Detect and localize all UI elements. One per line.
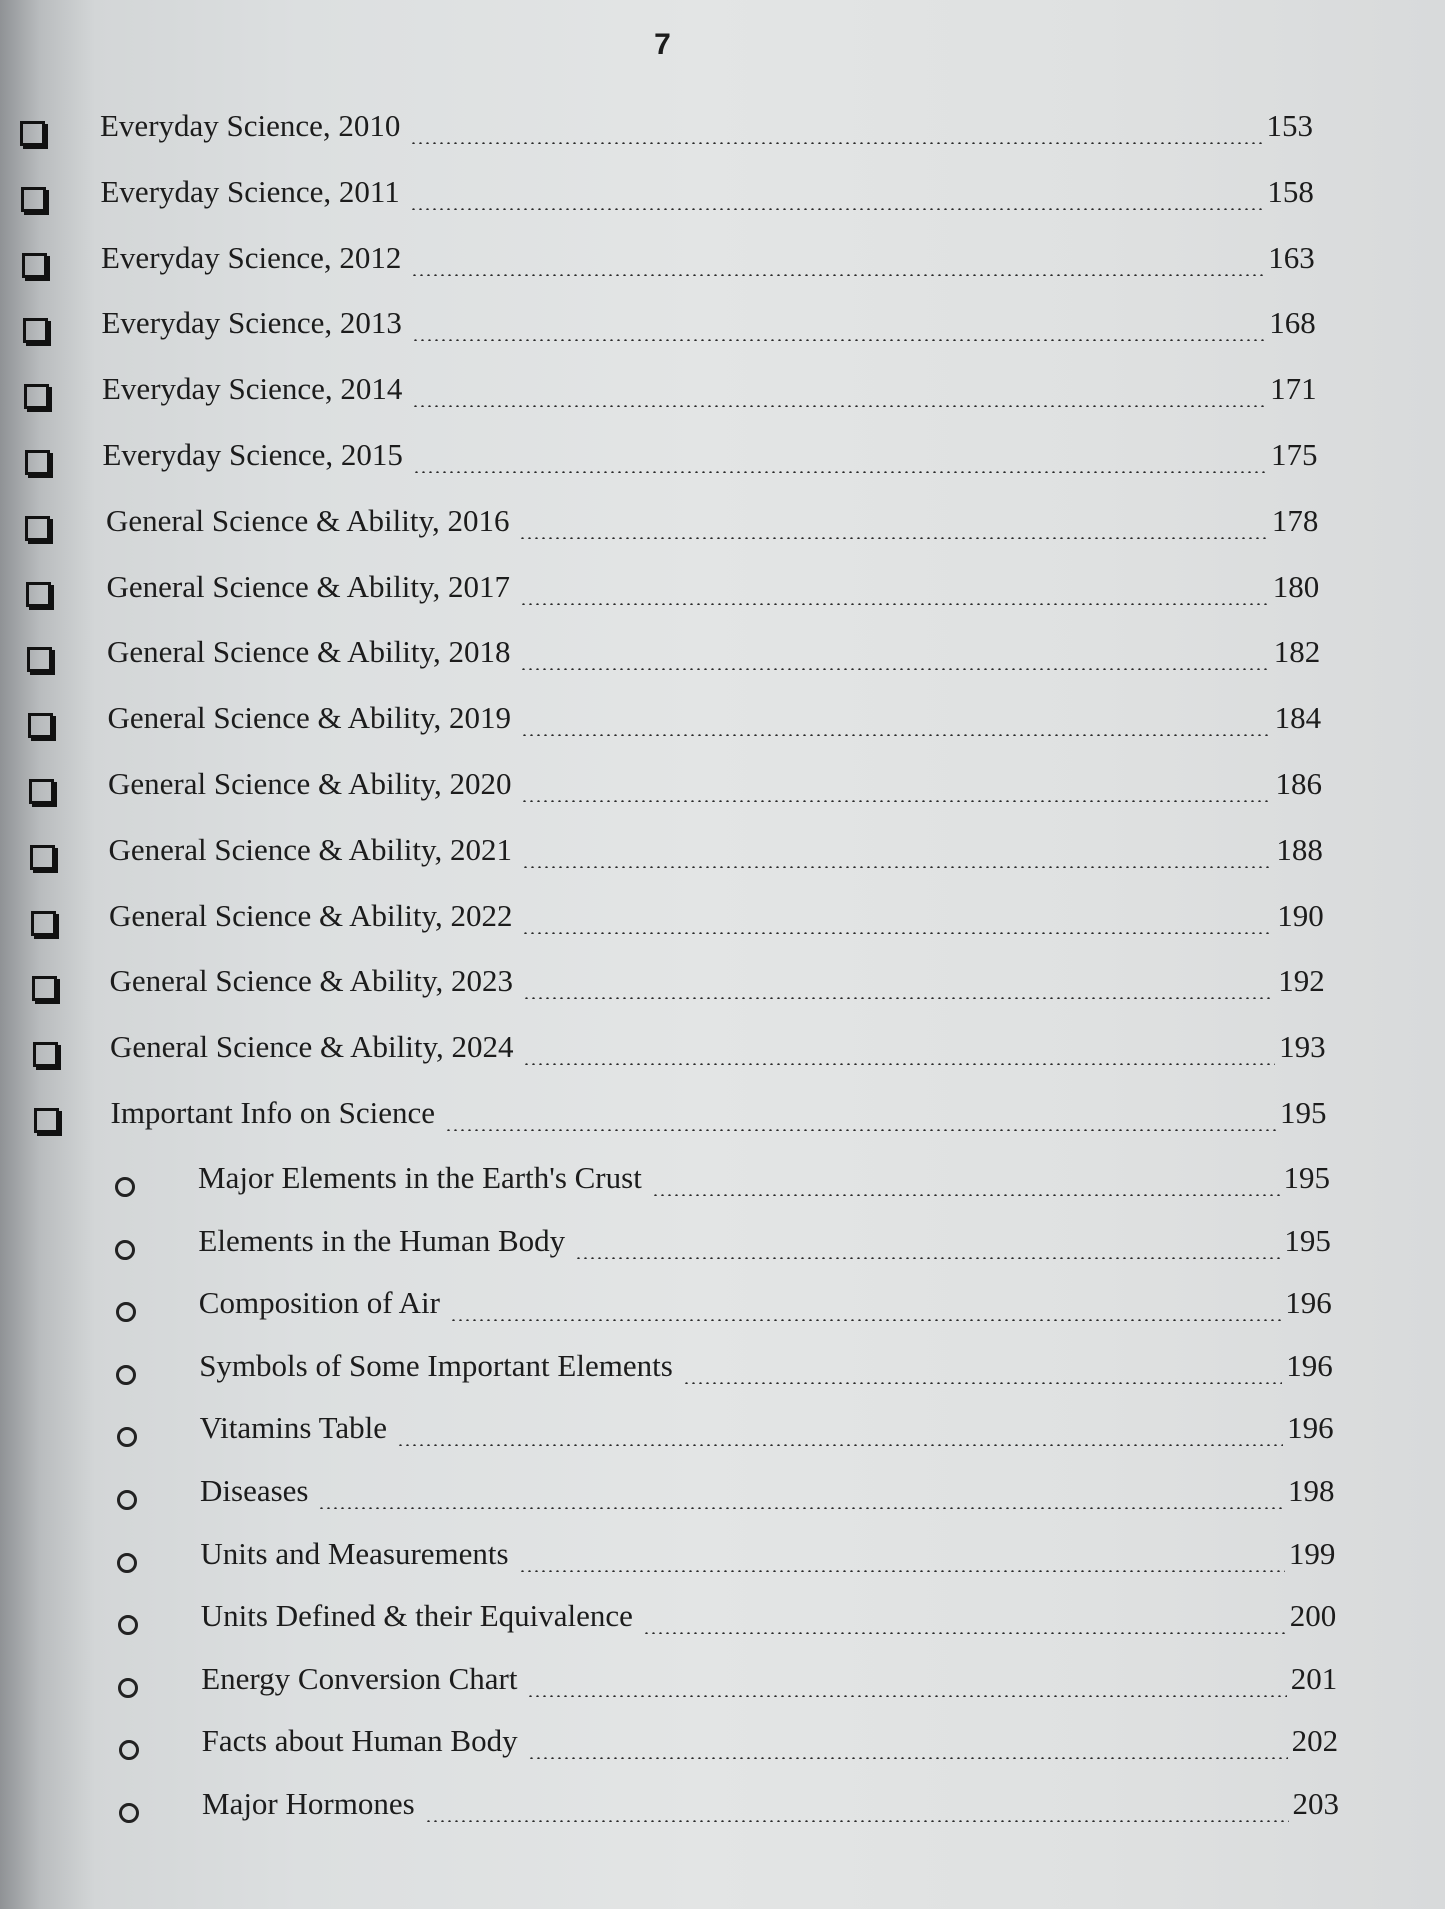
- toc-entry[interactable]: [106, 503, 1318, 549]
- toc-entry[interactable]: [102, 371, 1317, 417]
- entry-page-number: 202: [1291, 1723, 1339, 1759]
- checkbox-icon: [24, 384, 49, 409]
- entry-page-number: 182: [1273, 634, 1321, 670]
- dot-leader: [521, 734, 1271, 736]
- dot-leader: [519, 1570, 1285, 1572]
- entry-title: Everyday Science, 2010: [100, 108, 401, 143]
- entry-page-number: 196: [1285, 1285, 1332, 1321]
- dot-leader: [523, 1063, 1275, 1065]
- entry-page-number: 168: [1269, 305, 1316, 341]
- toc-entry[interactable]: [109, 898, 1324, 944]
- checkbox-icon: [34, 1108, 59, 1133]
- entry-title: Diseases: [200, 1473, 309, 1508]
- entry-page-number: 190: [1277, 897, 1324, 933]
- dot-leader: [527, 1695, 1286, 1697]
- entry-page-number: 163: [1268, 239, 1315, 275]
- entry-page-number: 188: [1276, 831, 1323, 867]
- entry-title: General Science & Ability, 2023: [109, 963, 513, 999]
- entry-page-number: 196: [1286, 1347, 1333, 1383]
- checkbox-icon: [26, 582, 51, 607]
- toc-subentry[interactable]: [202, 1786, 1339, 1832]
- checkbox-icon: [32, 976, 57, 1001]
- checkbox-icon: [30, 845, 55, 870]
- dot-leader: [575, 1257, 1280, 1259]
- dot-leader: [683, 1382, 1282, 1384]
- entry-page-number: 184: [1274, 700, 1322, 736]
- checkbox-icon: [21, 187, 46, 212]
- toc-subentry[interactable]: [200, 1473, 1335, 1519]
- entry-title: Everyday Science, 2015: [102, 437, 403, 472]
- circle-bullet-icon: [115, 1177, 135, 1197]
- entry-title: Major Elements in the Earth's Crust: [198, 1160, 642, 1195]
- checkbox-icon: [25, 516, 50, 541]
- dot-leader: [410, 142, 1262, 144]
- toc-entry[interactable]: [110, 1029, 1326, 1075]
- entry-title: Vitamins Table: [199, 1410, 387, 1446]
- dot-leader: [652, 1194, 1280, 1196]
- circle-bullet-icon: [116, 1365, 136, 1385]
- entry-title: Facts about Human Body: [201, 1723, 518, 1759]
- dot-leader: [520, 603, 1269, 605]
- entry-title: Energy Conversion Chart: [201, 1660, 518, 1696]
- dot-leader: [410, 208, 1264, 210]
- entry-title: General Science & Ability, 2016: [106, 502, 510, 538]
- entry-title: Major Hormones: [202, 1786, 415, 1821]
- toc-subentry[interactable]: [200, 1410, 1334, 1456]
- toc-entry[interactable]: [107, 569, 1320, 615]
- entry-title: Units and Measurements: [200, 1535, 509, 1571]
- toc-entry[interactable]: [102, 305, 1316, 351]
- entry-page-number: 195: [1283, 1160, 1330, 1195]
- dot-leader: [523, 997, 1274, 999]
- circle-bullet-icon: [118, 1678, 138, 1698]
- entry-title: General Science & Ability, 2019: [107, 700, 511, 736]
- entry-page-number: 178: [1271, 502, 1319, 538]
- entry-title: Everyday Science, 2012: [101, 239, 402, 275]
- checkbox-icon: [25, 450, 50, 475]
- toc-entry[interactable]: [107, 634, 1320, 680]
- toc-subentry[interactable]: [199, 1285, 1332, 1331]
- dot-leader: [528, 1757, 1288, 1759]
- entry-title: General Science & Ability, 2024: [110, 1029, 514, 1065]
- toc-entry[interactable]: [103, 437, 1318, 483]
- entry-title: Everyday Science, 2013: [101, 305, 402, 341]
- entry-page-number: 196: [1287, 1410, 1334, 1446]
- page-number: 7: [654, 28, 671, 61]
- dot-leader: [519, 537, 1267, 539]
- checkbox-icon: [20, 121, 45, 146]
- toc-subentry[interactable]: [198, 1160, 1330, 1206]
- checkbox-icon: [27, 647, 52, 672]
- entry-title: Everyday Science, 2011: [100, 173, 400, 209]
- dot-leader: [413, 471, 1267, 473]
- entry-title: General Science & Ability, 2020: [108, 766, 512, 801]
- circle-bullet-icon: [119, 1740, 139, 1760]
- dot-leader: [412, 339, 1265, 341]
- checkbox-icon: [23, 318, 48, 343]
- toc-subentry[interactable]: [200, 1536, 1335, 1582]
- dot-leader: [521, 800, 1271, 802]
- toc-subentry[interactable]: [201, 1598, 1337, 1644]
- entry-page-number: 199: [1288, 1535, 1336, 1571]
- circle-bullet-icon: [117, 1553, 137, 1573]
- checkbox-icon: [31, 911, 56, 936]
- circle-bullet-icon: [118, 1615, 138, 1635]
- entry-title: Everyday Science, 2014: [102, 371, 403, 407]
- dot-leader: [520, 668, 1269, 670]
- checkbox-icon: [22, 253, 47, 278]
- entry-title: Elements in the Human Body: [198, 1222, 566, 1258]
- checkbox-icon: [33, 1042, 58, 1067]
- entry-page-number: 201: [1290, 1660, 1338, 1696]
- entry-title: Symbols of Some Important Elements: [199, 1347, 673, 1383]
- toc-entry[interactable]: [108, 700, 1322, 746]
- checkbox-icon: [29, 779, 54, 804]
- entry-page-number: 195: [1280, 1095, 1327, 1130]
- toc-subentry[interactable]: [198, 1223, 1331, 1269]
- entry-page-number: 158: [1267, 173, 1314, 209]
- circle-bullet-icon: [117, 1427, 137, 1447]
- entry-page-number: 192: [1278, 963, 1325, 999]
- entry-title: General Science & Ability, 2018: [107, 634, 511, 670]
- toc-entry[interactable]: [110, 963, 1325, 1009]
- toc-subentry[interactable]: [199, 1348, 1333, 1394]
- dot-leader: [643, 1632, 1286, 1634]
- circle-bullet-icon: [119, 1803, 139, 1823]
- entry-page-number: 198: [1288, 1473, 1335, 1508]
- entry-page-number: 203: [1292, 1786, 1339, 1821]
- dot-leader: [445, 1129, 1276, 1131]
- entry-title: General Science & Ability, 2022: [109, 897, 513, 933]
- circle-bullet-icon: [116, 1302, 136, 1322]
- toc-entry[interactable]: [109, 832, 1323, 878]
- entry-page-number: 195: [1284, 1222, 1331, 1258]
- dot-leader: [522, 866, 1272, 868]
- entry-title: Important Info on Science: [110, 1095, 436, 1130]
- entry-page-number: 175: [1271, 437, 1318, 472]
- toc-subentry[interactable]: [201, 1661, 1337, 1707]
- entry-page-number: 193: [1279, 1029, 1326, 1065]
- entry-page-number: 200: [1289, 1598, 1337, 1634]
- dot-leader: [397, 1444, 1283, 1446]
- entry-page-number: 186: [1275, 766, 1322, 801]
- toc-entry[interactable]: [108, 766, 1322, 812]
- circle-bullet-icon: [117, 1490, 137, 1510]
- entry-title: Units Defined & their Equivalence: [200, 1598, 633, 1634]
- dot-leader: [425, 1820, 1289, 1822]
- entry-page-number: 171: [1270, 371, 1317, 407]
- entry-page-number: 180: [1272, 568, 1320, 604]
- toc-subentry[interactable]: [202, 1723, 1339, 1769]
- entry-title: Composition of Air: [198, 1285, 440, 1321]
- dot-leader: [411, 274, 1264, 276]
- toc-entry[interactable]: [100, 108, 1313, 154]
- dot-leader: [522, 932, 1273, 934]
- circle-bullet-icon: [115, 1240, 135, 1260]
- toc-entry[interactable]: [101, 174, 1314, 220]
- dot-leader: [450, 1319, 1281, 1321]
- toc-entry[interactable]: [101, 240, 1315, 286]
- entry-title: General Science & Ability, 2021: [108, 831, 512, 867]
- toc-entry[interactable]: [111, 1095, 1327, 1141]
- entry-page-number: 153: [1266, 108, 1313, 143]
- entry-title: General Science & Ability, 2017: [106, 568, 510, 604]
- dot-leader: [412, 405, 1266, 407]
- dot-leader: [318, 1507, 1284, 1509]
- checkbox-icon: [28, 713, 53, 738]
